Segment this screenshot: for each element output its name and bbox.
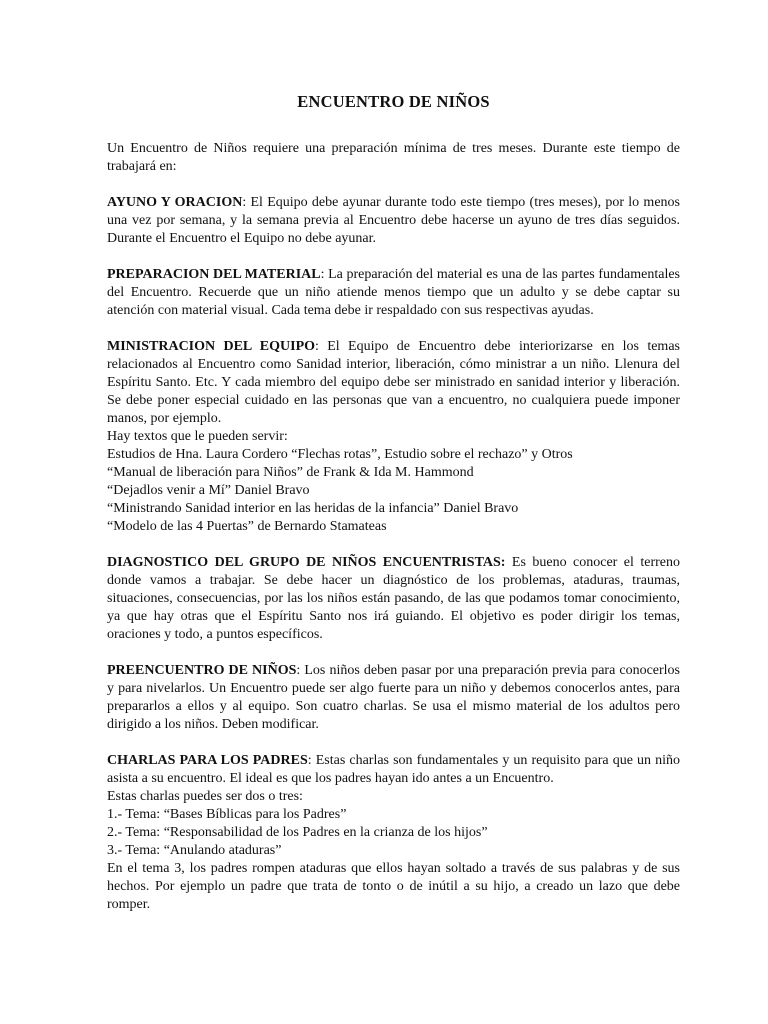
intro-paragraph	[107, 140, 680, 176]
preencuentro-heading: PREENCUENTRO DE NIÑOS	[107, 663, 297, 678]
ministracion-text: : El Equipo de Encuentro debe interiorizarse en los temas relacionados al Encuentro como Sanidad interior, liberación, cómo ministrar a un niño. Llenura del Espíritu Santo. Etc. Y cada miembro del equipo debe ser ministrado en sanidad interior y liberación. Se debe poner especial cuidado en las personas que van a encuentro, no cualquiera puede imponer manos, por ejemplo.	[107, 339, 680, 426]
resource-item: “Modelo de las 4 Puertas” de Bernardo Stamateas	[107, 519, 387, 534]
charlas-section	[107, 752, 680, 914]
resource-item: Estudios de Hna. Laura Cordero “Flechas rotas”, Estudio sobre el rechazo” y Otros	[107, 447, 573, 462]
ayuno-heading: AYUNO Y ORACION	[107, 195, 243, 210]
intro-text: Un Encuentro de Niños requiere una preparación mínima de tres meses. Durante este tiempo de trabajará en:	[107, 141, 680, 174]
material-text: : La preparación del material es una de las partes fundamentales del Encuentro. Recuerde que un niño atiende menos tiempo que un adulto y se debe captar su atención con material visual. Cada tema debe ir respaldado con sus respectivas ayudas.	[107, 267, 680, 318]
ayuno-text: : El Equipo debe ayunar durante todo este tiempo (tres meses), por lo menos una vez por semana, y la semana previa al Encuentro debe hacerse un ayuno de tres días seguidos. Durante el Encuentro el Equipo no debe ayunar.	[107, 195, 680, 246]
charla-topic: 3.- Tema: “Anulando ataduras”	[107, 843, 282, 858]
ayuno-section	[107, 194, 680, 248]
diagnostico-text: Es bueno conocer el terreno donde vamos a trabajar. Se debe hacer un diagnóstico de los problemas, ataduras, traumas, situaciones, consecuencias, por las los niños están pasando, de las que podamos tomar conocimiento, ya que hay otras que el Espíritu Santo nos irá guiando. El objetivo es poder dirigir los temas, oraciones y todo, a puntos específicos.	[107, 555, 680, 642]
resource-item: “Ministrando Sanidad interior en las heridas de la infancia” Daniel Bravo	[107, 501, 519, 516]
preencuentro-section	[107, 662, 680, 734]
charlas-heading: CHARLAS PARA LOS PADRES	[107, 753, 308, 768]
charlas-closing: En el tema 3, los padres rompen ataduras que ellos hayan soltado a través de sus palabras y de sus hechos. Por ejemplo un padre que trata de tonto o de inútil a su hijo, a creado un lazo que debe romper.	[107, 861, 680, 912]
resource-list-intro: Hay textos que le pueden servir:	[107, 429, 288, 444]
ministracion-section	[107, 338, 680, 536]
charlas-list-intro: Estas charlas puedes ser dos o tres:	[107, 789, 303, 804]
charla-topic: 1.- Tema: “Bases Bíblicas para los Padres”	[107, 807, 347, 822]
material-heading: PREPARACION DEL MATERIAL	[107, 267, 321, 282]
resource-item: “Dejadlos venir a Mí” Daniel Bravo	[107, 483, 310, 498]
preencuentro-text: : Los niños deben pasar por una preparación previa para conocerlos y para nivelarlos. Un Encuentro puede ser algo fuerte para un niño y debemos conocerlos antes, para prepararlos a ellos y al equipo. Son cuatro charlas. Se usa el mismo material de los adultos pero dirigido a los niños. Deben modificar.	[107, 663, 680, 732]
material-section	[107, 266, 680, 320]
page-title: ENCUENTRO DE NIÑOS	[297, 92, 490, 111]
charlas-text: : Estas charlas son fundamentales y un requisito para que un niño asista a su encuentro. El ideal es que los padres hayan ido antes a un Encuentro.	[107, 753, 680, 786]
ministracion-heading: MINISTRACION DEL EQUIPO	[107, 339, 316, 354]
diagnostico-section	[107, 554, 680, 644]
diagnostico-heading: DIAGNOSTICO DEL GRUPO DE NIÑOS ENCUENTRISTAS:	[107, 555, 506, 570]
document-page	[107, 92, 680, 932]
charla-topic: 2.- Tema: “Responsabilidad de los Padres en la crianza de los hijos”	[107, 825, 488, 840]
resource-item: “Manual de liberación para Niños” de Frank & Ida M. Hammond	[107, 465, 474, 480]
